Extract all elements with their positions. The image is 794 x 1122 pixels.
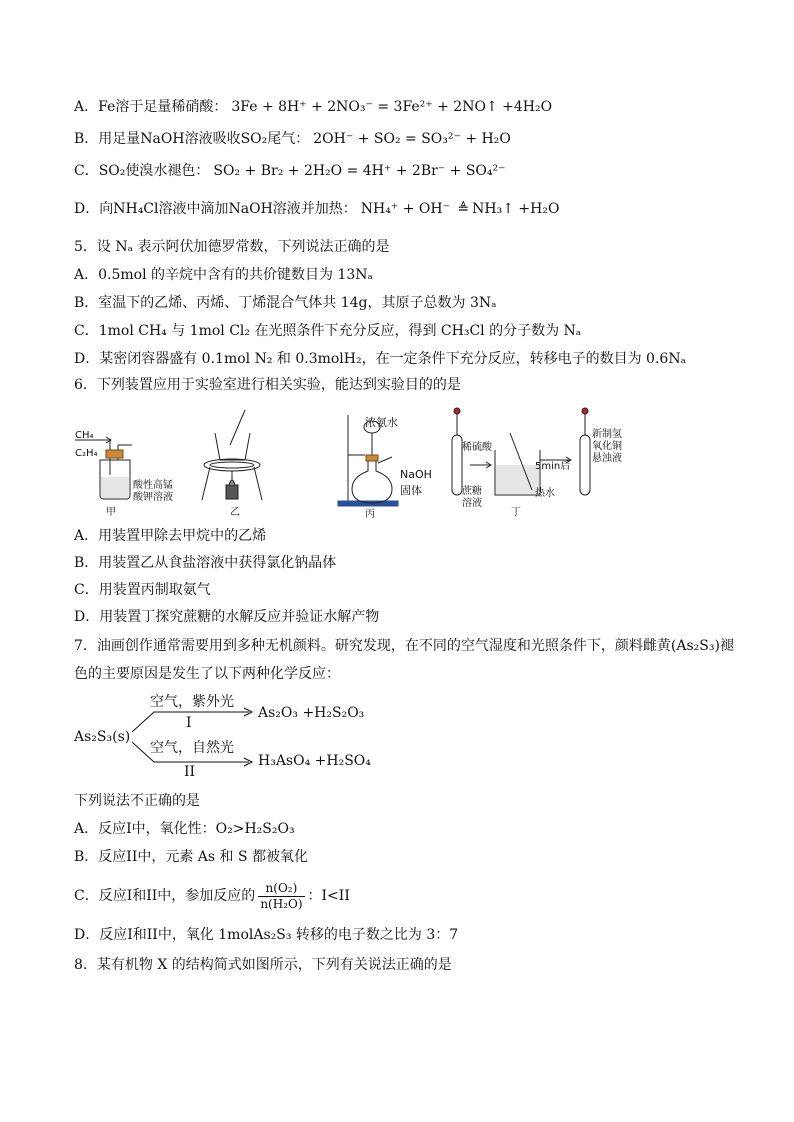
q8-stem: 8．某有机物 X 的结构简式如图所示，下列有关说法正确的是 xyxy=(74,957,452,973)
ding-sugar2-label: 溶液 xyxy=(462,498,482,509)
ratio-fraction: $\frac{\text{n(O₂)}}{\text{n(H₂O)}}$ xyxy=(260,880,303,911)
jia-solution2-label: 酸钾溶液 xyxy=(133,492,173,503)
bing-solid1-label: NaOH xyxy=(400,468,432,481)
bing-top-label: 浓氨水 xyxy=(365,416,398,429)
q7-option-b: B．反应II中，元素 As 和 S 都被氧化 xyxy=(74,849,309,865)
q7-option-c: C．反应I和II中，参加反应的 $\frac{\text{n(O₂)}}{\text{n(H₂O)}}$ ：I<II xyxy=(74,880,350,911)
ding-reagent3-label: 悬浊液 xyxy=(592,453,622,464)
q7-option-a: A．反应I中，氧化性：O₂>H₂S₂O₃ xyxy=(74,821,295,837)
reaction1-products: As₂O₃ +H₂S₂O₃ xyxy=(258,705,365,721)
jia-label: 甲 xyxy=(106,507,116,518)
q5-option-d: D．某密闭容器盛有 0.1mol N₂ 和 0.3molH₂，在一定条件下充分反应，转移电子的数目为 0.6Nₐ xyxy=(74,351,686,367)
jia-gas1-label: CH₄ xyxy=(75,430,94,441)
q7-ask: 下列说法不正确的是 xyxy=(74,793,200,809)
q4-option-a: A．Fe溶于足量稀硝酸： 3Fe + 8H⁺ + 2NO₃⁻ = 3Fe²⁺ + 2NO↑ +4H₂O xyxy=(74,99,553,115)
q6-option-b: B．用装置乙从食盐溶液中获得氯化钠晶体 xyxy=(74,555,337,571)
q7-stem-line1: 7．油画创作通常需要用到多种无机颜料。研究发现，在不同的空气湿度和光照条件下，颜料雌黄(As₂S₃)褪 xyxy=(74,638,734,654)
ding-reagent2-label: 氧化铜 xyxy=(592,441,622,452)
jia-gas2-label: C₂H₄ xyxy=(75,448,98,459)
bing-solid2-label: 固体 xyxy=(400,484,422,497)
reaction1-condition: 空气，紫外光 xyxy=(150,694,234,710)
bing-label: 丙 xyxy=(365,509,375,520)
q4-option-d: D．向NH₄Cl溶液中滴加NaOH溶液并加热： NH₄⁺ + OH⁻ ≜ NH₃↑ +H₂O xyxy=(74,201,560,217)
ding-label: 丁 xyxy=(511,507,521,518)
q5-option-b: B．室温下的乙烯、丙烯、丁烯混合气体共 14g，其原子总数为 3Nₐ xyxy=(74,295,497,311)
q4-option-c: C．SO₂使溴水褪色： SO₂ + Br₂ + 2H₂O = 4H⁺ + 2Br⁻ + SO₄²⁻ xyxy=(74,163,506,179)
reaction2-condition: 空气，自然光 xyxy=(150,740,234,756)
q7-option-d: D．反应I和II中，氧化 1molAs₂S₃ 转移的电子数之比为 3：7 xyxy=(74,927,459,943)
ding-acid-label: 稀硫酸 xyxy=(462,442,492,453)
reactant: As₂S₃(s) xyxy=(74,729,131,745)
reaction2-products: H₃AsO₄ +H₂SO₄ xyxy=(258,753,371,769)
q5-stem: 5．设 Nₐ 表示阿伏加德罗常数，下列说法正确的是 xyxy=(74,239,390,255)
q4-option-b: B．用足量NaOH溶液吸收SO₂尾气： 2OH⁻ + SO₂ = SO₃²⁻ + H₂O xyxy=(74,131,511,147)
q6-stem: 6．下列装置应用于实验室进行相关实验，能达到实验目的的是 xyxy=(74,377,461,393)
q6-option-d: D．用装置丁探究蔗糖的水解反应并验证水解产物 xyxy=(74,609,380,625)
ding-reagent1-label: 新制氢 xyxy=(592,429,622,440)
q5-option-a: A．0.5mol 的辛烷中含有的共价键数目为 13Nₐ xyxy=(74,267,373,283)
ding-time-label: 5min后 xyxy=(535,461,571,472)
ding-sugar1-label: 蔗糖 xyxy=(462,486,482,497)
q6-option-a: A．用装置甲除去甲烷中的乙烯 xyxy=(74,528,267,544)
yi-label: 乙 xyxy=(230,507,240,518)
q5-option-c: C．1mol CH₄ 与 1mol Cl₂ 在光照条件下充分反应，得到 CH₃Cl 的分子数为 Nₐ xyxy=(74,323,582,339)
reaction1-number: I xyxy=(186,715,192,731)
ding-water-label: 热水 xyxy=(535,488,555,499)
q6-option-c: C．用装置丙制取氨气 xyxy=(74,582,211,598)
q7-stem-line2: 色的主要原因是发生了以下两种化学反应： xyxy=(74,666,340,682)
jia-solution1-label: 酸性高锰 xyxy=(133,480,173,491)
reaction2-number: II xyxy=(184,764,196,780)
